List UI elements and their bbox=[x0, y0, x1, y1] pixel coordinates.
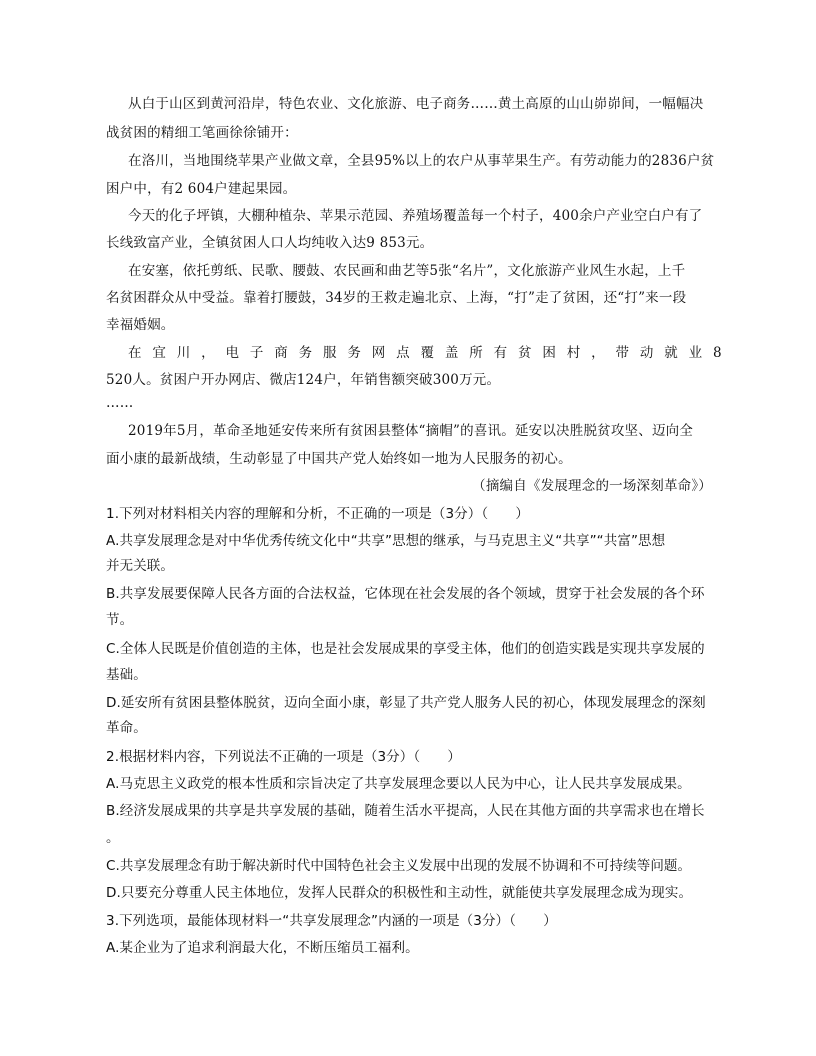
word: 所 bbox=[469, 345, 483, 361]
word: 有 bbox=[493, 345, 508, 361]
passage-source: （摘编自《发展理念的一场深刻革命》） bbox=[472, 478, 712, 494]
option-a: A.某企业为了追求利润最大化，不断压缩员工福利。 bbox=[106, 940, 419, 956]
passage-line: 面小康的最新战绩，生动彰显了中国共产党人始终如一地为人民服务的初心。 bbox=[106, 451, 572, 467]
word: 宜 bbox=[152, 345, 167, 361]
option-d: D.只要充分尊重人民主体地位，发挥人民群众的积极性和主动性，就能使共享发展理念成为现实。 bbox=[106, 885, 693, 901]
question-stem: 2.根据材料内容，下列说法不正确的一项是（3分）（ ） bbox=[106, 749, 462, 765]
question-stem: 3.下列选项，最能体现材料一“共享发展理念”内涵的一项是（3分）（ ） bbox=[106, 913, 557, 929]
option-d-cont: 革命。 bbox=[106, 720, 147, 736]
word: 动 bbox=[639, 345, 654, 361]
passage-line: 长线致富产业，全镇贫困人口人均纯收入达9 853元。 bbox=[106, 235, 434, 251]
word: 川 bbox=[176, 345, 191, 361]
word: 商 bbox=[274, 345, 288, 361]
word: 服 bbox=[323, 345, 337, 361]
word: 电 bbox=[225, 345, 240, 361]
word: 8 bbox=[713, 345, 722, 361]
passage-line: 今天的化子坪镇，大棚种植杂、苹果示范园、养殖场覆盖每一个村子，400余户产业空白户有了 bbox=[128, 208, 703, 224]
passage-line: 2019年5月，革命圣地延安传来所有贫困县整体“摘帽”的喜讯。延安以决胜脱贫攻坚、迈向全 bbox=[128, 423, 694, 439]
passage-line: 幸福婚姻。 bbox=[106, 317, 175, 333]
passage-ellipsis: …… bbox=[106, 395, 134, 411]
option-b: B.共享发展要保障人民各方面的合法权益，它体现在社会发展的各个领域，贯穿于社会发展的各个环 bbox=[106, 586, 705, 602]
option-c: C.全体人民既是价值创造的主体，也是社会发展成果的享受主体，他们的创造实践是实现共享发展的 bbox=[106, 641, 705, 657]
word: 覆 bbox=[420, 345, 435, 361]
option-b-cont: 。 bbox=[106, 830, 120, 846]
word: 带 bbox=[615, 345, 630, 361]
word: 就 bbox=[664, 345, 678, 361]
option-d: D.延安所有贫困县整体脱贫，迈向全面小康，彰显了共产党人服务人民的初心，体现发展理念的深刻 bbox=[106, 695, 706, 711]
option-a: A.共享发展理念是对中华优秀传统文化中“共享”思想的继承，与马克思主义“共享”“共富”思想 bbox=[106, 533, 666, 549]
word: 务 bbox=[298, 345, 313, 361]
word: 业 bbox=[688, 345, 703, 361]
passage-line: 在安塞，依托剪纸、民歌、腰鼓、农民画和曲艺等5张“名片”，文化旅游产业风生水起，上千 bbox=[128, 263, 686, 279]
word: ， bbox=[201, 345, 215, 361]
passage-line: 战贫困的精细工笔画徐徐铺开： bbox=[106, 125, 298, 141]
option-c: C.共享发展理念有助于解决新时代中国特色社会主义发展中出现的发展不协调和不可持续等问题。 bbox=[106, 858, 692, 874]
word: 贫 bbox=[518, 345, 532, 361]
word: 困 bbox=[542, 345, 557, 361]
passage-line: 名贫困群众从中受益。靠着打腰鼓，34岁的王救走遍北京、上海，“打”走了贫困，还“打”来一段 bbox=[106, 290, 687, 306]
passage-line: 从白于山区到黄河沿岸，特色农业、文化旅游、电子商务……黄土高原的山山峁峁间，一幅幅决 bbox=[128, 96, 704, 112]
word: 网 bbox=[371, 345, 386, 361]
option-a-cont: 并无关联。 bbox=[106, 558, 174, 574]
passage-line: 在洛川，当地围绕苹果产业做文章，全县95%以上的农户从事苹果生产。有劳动能力的2836户贫 bbox=[128, 153, 715, 169]
question-stem: 1.下列对材料相关内容的理解和分析，不正确的一项是（3分）（ ） bbox=[106, 506, 530, 522]
word: 子 bbox=[249, 345, 264, 361]
word: 点 bbox=[396, 345, 410, 361]
word: 务 bbox=[347, 345, 362, 361]
option-a: A.马克思主义政党的根本性质和宗旨决定了共享发展理念要以人民为中心，让人民共享发展成果。 bbox=[106, 776, 691, 792]
word: 在 bbox=[128, 345, 142, 361]
word: 盖 bbox=[444, 345, 459, 361]
option-b: B.经济发展成果的共享是共享发展的基础，随着生活水平提高，人民在其他方面的共享需求也在增长 bbox=[106, 803, 705, 819]
word: 村 bbox=[566, 345, 581, 361]
passage-justified-line bbox=[128, 344, 722, 362]
passage-line: 困户中，有2 604户建起果园。 bbox=[106, 181, 297, 197]
passage-line: 520人。贫困户开办网店、微店124户，年销售额突破300万元。 bbox=[106, 372, 501, 388]
option-b-cont: 节。 bbox=[106, 612, 134, 628]
word: ， bbox=[591, 345, 605, 361]
option-c-cont: 基础。 bbox=[106, 667, 147, 683]
